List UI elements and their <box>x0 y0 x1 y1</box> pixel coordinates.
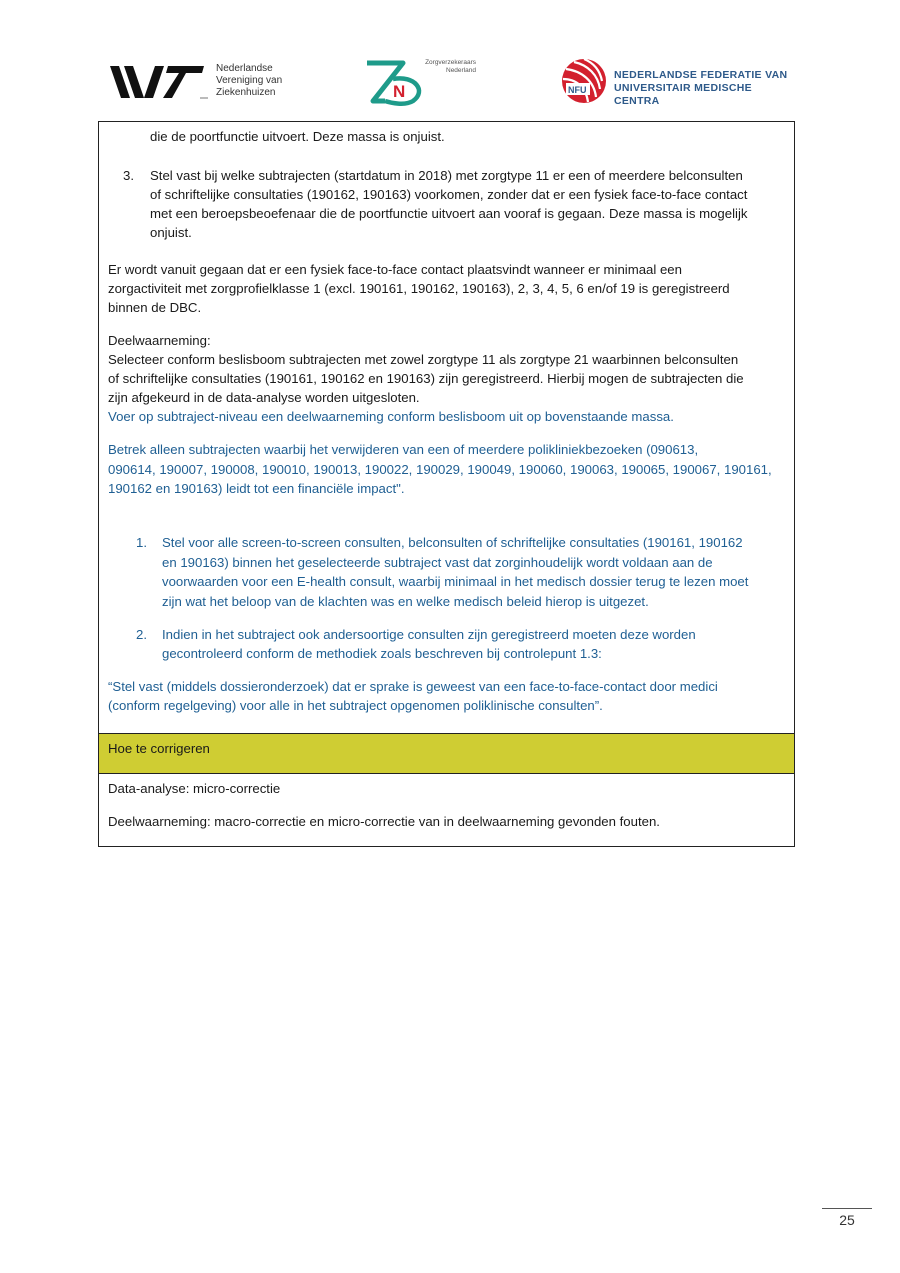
list-item-line: Stel vast bij welke subtrajecten (startdatum in 2018) met zorgtype 11 er een of meerdere belconsulten <box>150 168 743 183</box>
nvz-logo <box>110 60 290 104</box>
step-line: Stel voor alle screen-to-screen consulten, belconsulten of schriftelijke consultaties (190161, 190162 <box>162 535 743 550</box>
quote-line: (conform regelgeving) voor alle in het subtraject opgenomen poliklinische consulten”. <box>108 698 603 713</box>
continuation-text: die de poortfunctie uitvoert. Deze massa is onjuist. <box>150 129 445 144</box>
nvz-logo-mark-icon <box>110 64 208 100</box>
nvz-logo-line: Ziekenhuizen <box>216 87 276 98</box>
zn-logo <box>363 57 478 107</box>
nfu-logo-line: UNIVERSITAIR MEDISCHE CENTRA <box>614 82 752 107</box>
correction-header <box>99 734 794 774</box>
nfu-logo-mark-icon <box>560 57 610 105</box>
list-item-line: met een beroepsbeoefenaar die de poortfunctie uitvoert aan vooraf is gegaan. Deze massa is mogelijk <box>150 206 748 221</box>
data-analyse-text: Data-analyse: micro-correctie <box>108 781 281 796</box>
step-line: en 190163) binnen het geselecteerde subtraject vast dat zorginhoudelijk wordt voldaan aan de <box>162 555 713 570</box>
deelwaarneming-heading: Deelwaarneming: <box>108 333 211 348</box>
assumption-line: Er wordt vanuit gegaan dat er een fysiek face-to-face contact plaatsvindt wanneer er minimaal een <box>108 262 682 277</box>
page-number: 25 <box>839 1212 855 1228</box>
deelwaarneming-line: of schriftelijke consultaties (190161, 190162 en 190163) zijn geregistreerd. Hierbij mogen de subtrajecten die <box>108 371 744 386</box>
list-item-line: onjuist. <box>150 225 192 240</box>
control-table <box>98 121 795 847</box>
zn-logo-letter: N <box>393 82 406 101</box>
zn-logo-line: Zorgverzekeraars <box>425 59 476 66</box>
betrek-line: Betrek alleen subtrajecten waarbij het verwijderen van een of meerdere polikliniekbezoeken (090613, <box>108 442 699 457</box>
method-section <box>99 122 794 734</box>
nvz-logo-line: Vereniging van <box>216 75 283 86</box>
correction-heading: Hoe te corrigeren <box>108 741 210 756</box>
list-number: 3. <box>123 168 134 183</box>
footer-rule <box>822 1208 872 1209</box>
step-number: 2. <box>136 627 147 642</box>
deelwaarneming-line: zijn afgekeurd in de data-analyse worden uitgesloten. <box>108 390 420 405</box>
betrek-line: 090614, 190007, 190008, 190010, 190013, 190022, 190029, 190049, 190060, 190063, 190065, 190067, 190161, <box>108 462 772 477</box>
deelwaarneming-correction-text: Deelwaarneming: macro-correctie en micro-correctie van in deelwaarneming gevonden fouten. <box>108 814 660 829</box>
quote-line: “Stel vast (middels dossieronderzoek) dat er sprake is geweest van een face-to-face-contact door medici <box>108 679 718 694</box>
step-line: zijn wat het beloop van de klachten was en welke medisch beleid hierop is uitgezet. <box>162 594 649 609</box>
page-header <box>0 55 900 110</box>
deelwaarneming-instruction: Voer op subtraject-niveau een deelwaarneming conform beslisboom uit op bovenstaande massa. <box>108 409 674 424</box>
step-line: Indien in het subtraject ook andersoortige consulten zijn geregistreerd moeten deze worden <box>162 627 696 642</box>
correction-section <box>99 774 794 848</box>
step-number: 1. <box>136 535 147 550</box>
nvz-logo-line: Nederlandse <box>216 63 273 74</box>
assumption-line: zorgactiviteit met zorgprofielklasse 1 (excl. 190161, 190162, 190163), 2, 3, 4, 5, 6 en/of 19 is geregistreerd <box>108 281 730 296</box>
zn-logo-line: Nederland <box>446 67 476 74</box>
nfu-logo <box>560 57 800 105</box>
list-item-line: of schriftelijke consultaties (190162, 190163) voorkomen, zonder dat er een fysiek face-to-face contact <box>150 187 748 202</box>
assumption-line: binnen de DBC. <box>108 300 202 315</box>
betrek-line: 190162 en 190163) leidt tot een financiële impact". <box>108 481 405 496</box>
step-line: voorwaarden voor een E-health consult, waarbij minimaal in het medisch dossier terug te lezen moet <box>162 574 749 589</box>
nfu-logo-letters: NFU <box>568 85 587 95</box>
nfu-logo-line: NEDERLANDSE FEDERATIE VAN <box>614 69 788 81</box>
deelwaarneming-line: Selecteer conform beslisboom subtrajecten met zowel zorgtype 11 als zorgtype 21 waarbinnen belconsulten <box>108 352 739 367</box>
step-line: gecontroleerd conform de methodiek zoals beschreven bij controlepunt 1.3: <box>162 646 602 661</box>
